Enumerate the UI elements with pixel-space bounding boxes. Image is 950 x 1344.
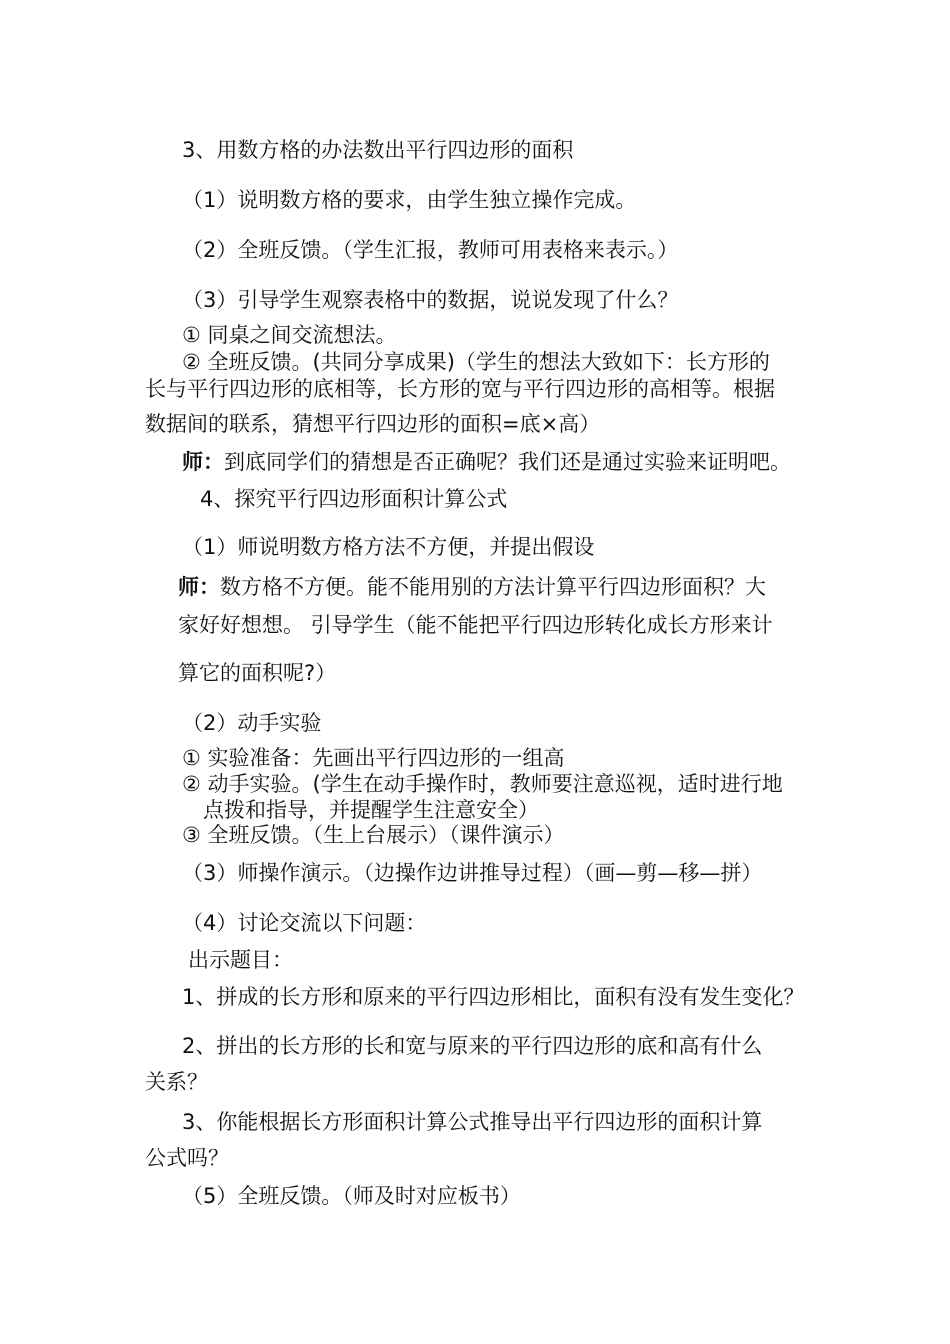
teacher-remark-2-text: 数方格不方便。能不能用别的方法计算平行四边形面积？大 [220,575,766,599]
section-4-step-2-item-b-line1: ② 动手实验。(学生在动手操作时，教师要注意巡视，适时进行地 [182,772,783,796]
section-3-step-1: （1）说明数方格的要求，由学生独立操作完成。 [182,188,637,212]
section-4-step-2-item-a: ① 实验准备：先画出平行四边形的一组高 [182,746,565,770]
section-4-step-5: （5）全班反馈。（师及时对应板书） [182,1184,521,1208]
section-4-title: 4、探究平行四边形面积计算公式 [200,487,508,511]
section-4-step-2-item-b-line2: 点拨和指导，并提醒学生注意安全） [203,798,539,822]
section-4-step-4-prompt: 出示题目： [188,948,293,972]
section-3-step-3: （3）引导学生观察表格中的数据，说说发现了什么？ [182,288,679,312]
section-3-step-3-item-a: ① 同桌之间交流想法。 [182,323,397,347]
question-2-line2: 关系？ [145,1070,208,1094]
teacher-remark-2-line2: 家好好想想。 引导学生（能不能把平行四边形转化成长方形来计 [178,613,773,637]
teacher-label: 师： [182,450,224,474]
section-3-step-3-item-b-line1: ② 全班反馈。(共同分享成果)（学生的想法大致如下：长方形的 [182,350,770,374]
section-4-step-3: （3）师操作演示。（边操作边讲推导过程）（画—剪—移—拼） [182,861,763,885]
question-1: 1、拼成的长方形和原来的平行四边形相比，面积有没有发生变化？ [182,985,805,1009]
teacher-remark-2-line3: 算它的面积呢?） [178,661,337,685]
section-3-step-3-item-b-line3: 数据间的联系，猜想平行四边形的面积=底×高） [145,412,601,436]
section-3-step-3-item-b-line2: 长与平行四边形的底相等，长方形的宽与平行四边形的高相等。根据 [145,377,775,401]
section-4-step-2-item-c: ③ 全班反馈。（生上台展示）（课件演示） [182,823,565,847]
question-3-line1: 3、你能根据长方形面积计算公式推导出平行四边形的面积计算 [182,1110,763,1134]
section-4-step-1: （1）师说明数方格方法不方便，并提出假设 [182,535,595,559]
question-3-line2: 公式吗？ [145,1146,229,1170]
teacher-remark-1 [182,449,791,475]
teacher-remark-2-line1 [178,574,766,600]
teacher-remark-1-text: 到底同学们的猜想是否正确呢？我们还是通过实验来证明吧。 [224,450,791,474]
question-2-line1: 2、拼出的长方形的长和宽与原来的平行四边形的底和高有什么 [182,1034,763,1058]
teacher-label: 师： [178,575,220,599]
section-3-step-2: （2）全班反馈。（学生汇报，教师可用表格来表示。） [182,238,679,262]
section-4-step-4: （4）讨论交流以下问题： [182,911,427,935]
section-4-step-2: （2）动手实验 [182,711,322,735]
section-3-title: 3、用数方格的办法数出平行四边形的面积 [182,138,574,162]
